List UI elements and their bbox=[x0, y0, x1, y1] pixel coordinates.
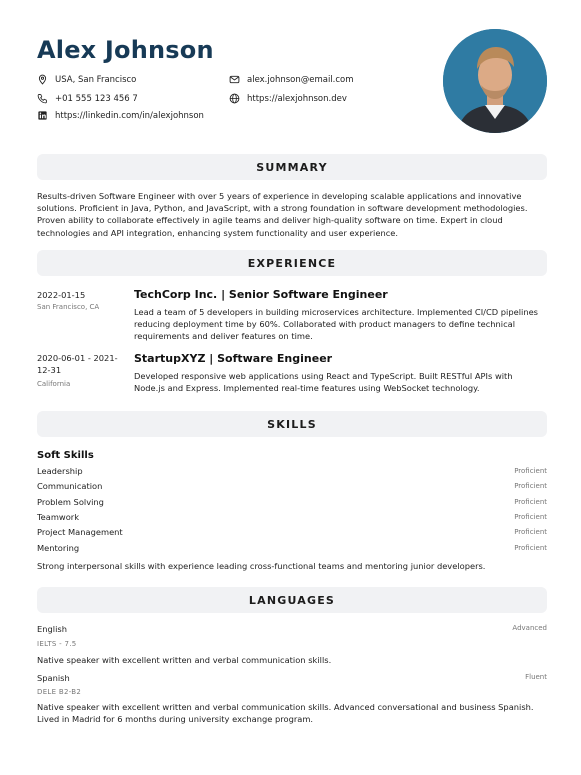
section-summary-heading: SUMMARY bbox=[37, 154, 547, 180]
summary-text: Results-driven Software Engineer with over 5 years of experience in developing scalable applications and innovative solutions. Proficient in Java, Python, and JavaScript, with a strong foundation in software development methodologies. Proven ability to collaborate effectively in agile teams and deliver high-quality software on time. Expert in cloud technologies and API integration, enhancing system functionality and user experience. bbox=[37, 191, 528, 238]
experience-date: 2022-01-15 bbox=[37, 290, 86, 300]
mail-icon bbox=[229, 74, 240, 85]
linkedin-icon bbox=[37, 110, 48, 121]
language-certificate: DELE B2-B2 bbox=[37, 688, 82, 696]
section-experience-heading: EXPERIENCE bbox=[37, 250, 547, 276]
candidate-name: Alex Johnson bbox=[37, 36, 214, 64]
globe-icon bbox=[229, 93, 240, 104]
skill-row bbox=[37, 497, 547, 507]
language-level: Fluent bbox=[525, 673, 547, 681]
language-certificate: IELTS - 7.5 bbox=[37, 640, 77, 648]
skill-row bbox=[37, 527, 547, 537]
skill-name: Leadership bbox=[37, 466, 83, 476]
skill-name: Teamwork bbox=[37, 512, 80, 522]
skill-level: Proficient bbox=[514, 467, 547, 475]
skills-group-title: Soft Skills bbox=[37, 450, 94, 461]
skill-level: Proficient bbox=[514, 498, 547, 506]
skill-level: Proficient bbox=[514, 513, 547, 521]
skill-level: Proficient bbox=[514, 544, 547, 552]
section-languages-heading: LANGUAGES bbox=[37, 587, 547, 613]
skill-name: Communication bbox=[37, 481, 103, 491]
linkedin-link[interactable]: https://linkedin.com/in/alexjohnson bbox=[55, 110, 204, 121]
phone-text: +01 555 123 456 7 bbox=[55, 93, 138, 104]
skill-row bbox=[37, 512, 547, 522]
language-name: English bbox=[37, 624, 67, 634]
language-row bbox=[37, 624, 547, 634]
experience-title: StartupXYZ | Software Engineer bbox=[134, 352, 333, 365]
skill-row bbox=[37, 481, 547, 491]
language-description: Native speaker with excellent written and verbal communication skills. Advanced conversational and business Spanish. Lived in Madrid for 6 months during university exchange program. bbox=[37, 702, 534, 725]
website-link[interactable]: https://alexjohnson.dev bbox=[247, 93, 347, 104]
location-text: USA, San Francisco bbox=[55, 74, 137, 85]
email-link[interactable]: alex.johnson@email.com bbox=[247, 74, 354, 85]
skill-name: Project Management bbox=[37, 527, 123, 537]
phone-icon bbox=[37, 93, 48, 104]
skill-row bbox=[37, 466, 547, 476]
skill-name: Problem Solving bbox=[37, 497, 104, 507]
skills-note: Strong interpersonal skills with experience leading cross-functional teams and mentoring junior developers. bbox=[37, 561, 486, 571]
skill-level: Proficient bbox=[514, 528, 547, 536]
skill-level: Proficient bbox=[514, 482, 547, 490]
language-description: Native speaker with excellent written and verbal communication skills. bbox=[37, 655, 332, 665]
location-pin-icon bbox=[37, 74, 48, 85]
profile-photo bbox=[443, 29, 547, 133]
contact-phone[interactable] bbox=[37, 93, 138, 104]
contact-website[interactable] bbox=[229, 93, 347, 104]
experience-date: 2020-06-01 - 2021-12-31 bbox=[37, 353, 118, 375]
language-name: Spanish bbox=[37, 673, 70, 683]
experience-location: San Francisco, CA bbox=[37, 303, 100, 311]
language-row bbox=[37, 673, 547, 683]
experience-location: California bbox=[37, 380, 71, 388]
language-level: Advanced bbox=[512, 624, 547, 632]
contact-location bbox=[37, 74, 136, 85]
section-skills-heading: SKILLS bbox=[37, 411, 547, 437]
experience-description: Lead a team of 5 developers in building microservices architecture. Implemented CI/CD pipelines reducing deployment time by 60%. Collaborated with product managers to define technical requirements and deliver features on time. bbox=[134, 307, 538, 342]
contact-linkedin[interactable] bbox=[37, 110, 204, 121]
skill-row bbox=[37, 543, 547, 553]
experience-title: TechCorp Inc. | Senior Software Engineer bbox=[134, 288, 388, 301]
experience-description: Developed responsive web applications using React and TypeScript. Built RESTful APIs with Node.js and Express. Implemented real-time features using WebSocket technology. bbox=[134, 371, 513, 394]
contact-email[interactable] bbox=[229, 74, 354, 85]
skill-name: Mentoring bbox=[37, 543, 80, 553]
